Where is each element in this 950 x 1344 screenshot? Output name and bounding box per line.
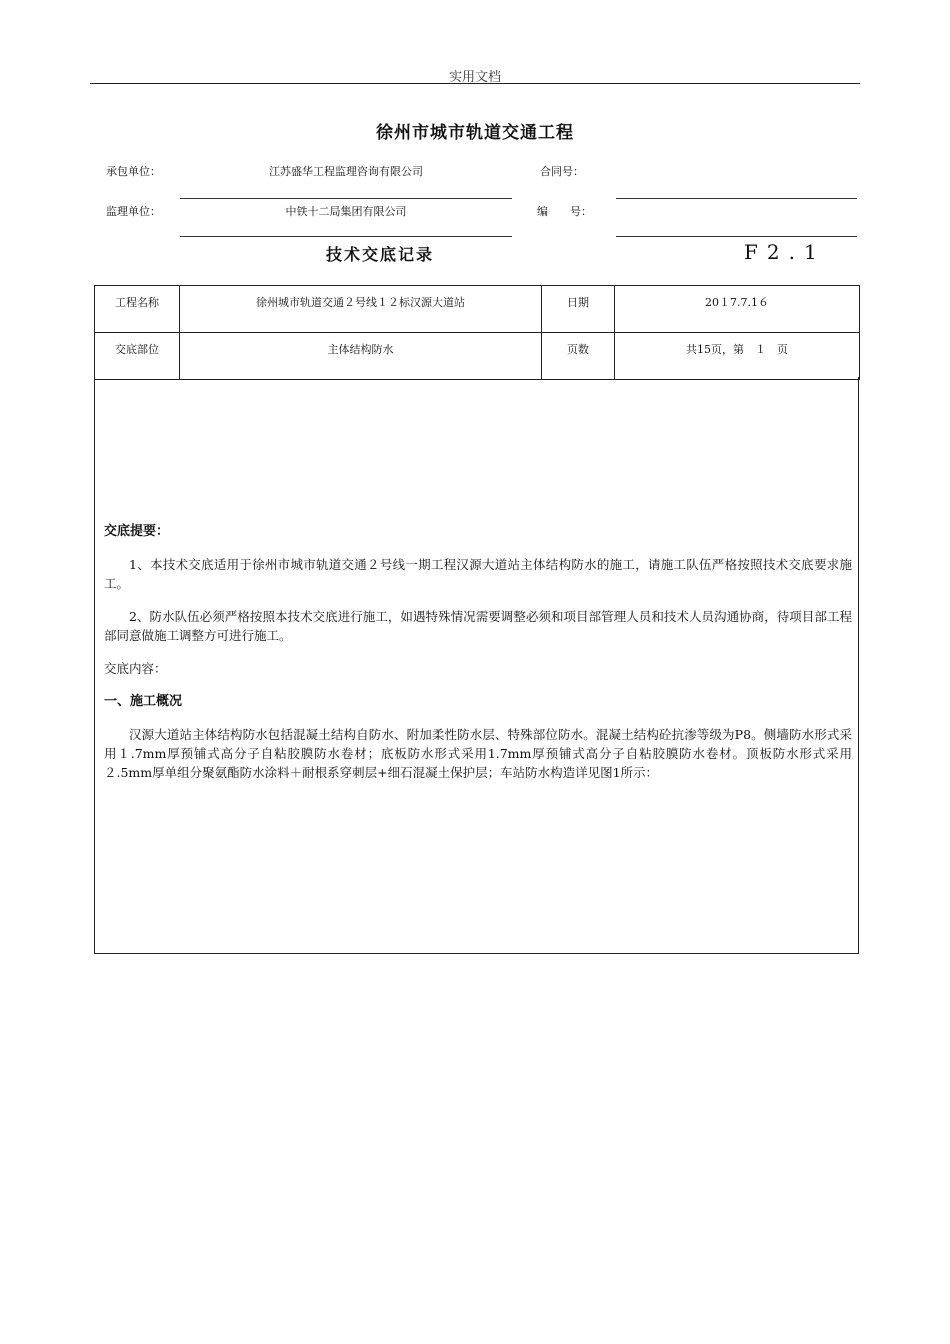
- page-header-title: 实用文档: [448, 70, 501, 85]
- contractor-underline: [180, 198, 512, 199]
- record-title: 技术交底记录: [325, 245, 434, 264]
- content-body: [104, 522, 852, 782]
- contract-no-label: 合同号：: [540, 165, 584, 178]
- contractor-label: 承包单位：: [106, 165, 161, 178]
- date-value: 20１7.7.1６: [615, 286, 860, 333]
- project-name-value: 徐州城市轨道交通２号线１２标汉源大道站: [180, 286, 542, 333]
- supervisor-label: 监理单位：: [106, 205, 161, 218]
- supervisor-value: 中铁十二局集团有限公司: [285, 205, 407, 218]
- table-row: [95, 286, 860, 333]
- summary-heading: 交底提要：: [104, 524, 170, 539]
- summary-paragraph-1: 1、本技术交底适用于徐州市城市轨道交通２号线一期工程汉源大道站主体结构防水的施工，请施工队伍严格按照技术交底要求施工。: [104, 557, 852, 591]
- form-code: F2.1: [744, 240, 826, 264]
- header-divider: [90, 83, 860, 84]
- content-heading: 交底内容：: [104, 661, 167, 676]
- section1-heading: 一、施工概况: [104, 694, 183, 709]
- pages-value: 共15页，第 １ 页: [615, 333, 860, 380]
- info-table: [94, 285, 860, 380]
- supervisor-underline: [180, 236, 512, 237]
- date-label: 日期: [542, 286, 615, 333]
- document-title: 徐州市城市轨道交通工程: [376, 123, 574, 143]
- serial-no-label: 编 号：: [537, 205, 592, 218]
- serial-no-underline: [616, 236, 857, 237]
- part-value: 主体结构防水: [180, 333, 542, 380]
- contractor-value: 江苏盛华工程监理咨询有限公司: [269, 165, 423, 178]
- pages-label: 页数: [542, 333, 615, 380]
- part-label: 交底部位: [95, 333, 180, 380]
- contract-no-underline: [616, 198, 857, 199]
- section1-paragraph: 汉源大道站主体结构防水包括混凝土结构自防水、附加柔性防水层、特殊部位防水。混凝土结构砼抗渗等级为P8。侧墙防水形式采用１.7mm厚预铺式高分子自粘胶膜防水卷材；底板防水形式采用1.7mm厚预铺式高分子自粘胶膜防水卷材。顶板防水形式采用２.5mm厚单组分聚氨酯防水涂料＋耐根系穿刺层+细石混凝土保护层；车站防水构造详见图1所示：: [104, 727, 852, 780]
- table-row: [95, 333, 860, 380]
- project-name-label: 工程名称: [95, 286, 180, 333]
- summary-paragraph-2: 2、防水队伍必须严格按照本技术交底进行施工，如遇特殊情况需要调整必须和项目部管理人员和技术人员沟通协商，待项目部工程部同意做施工调整方可进行施工。: [104, 609, 852, 643]
